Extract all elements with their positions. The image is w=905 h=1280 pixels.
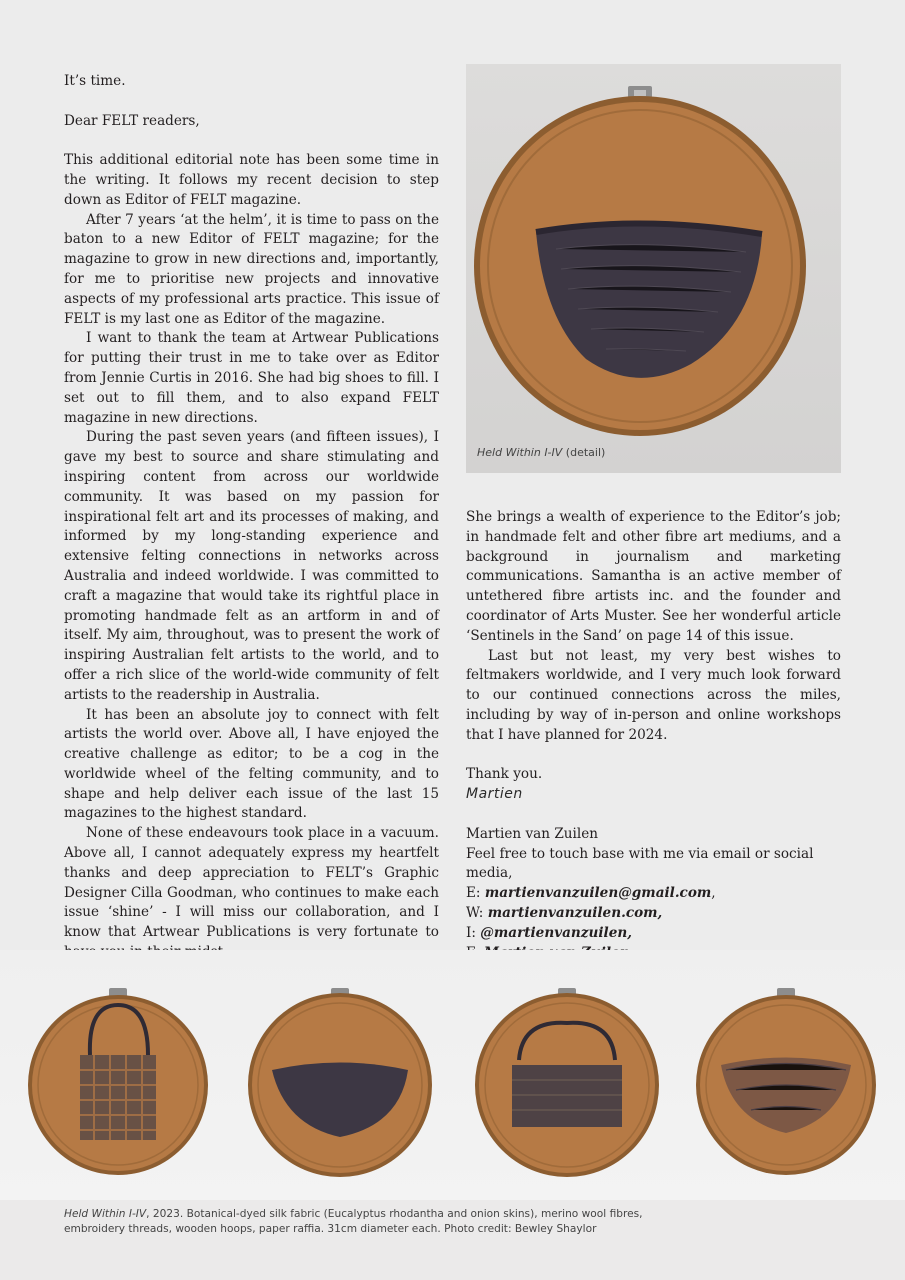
- hero-caption: [477, 446, 605, 459]
- hero-image: [466, 64, 841, 473]
- letter-right-column: [466, 508, 841, 963]
- contact-website: W: martienvanzuilen.com,: [466, 904, 663, 921]
- letter-paragraph: None of these endeavours took place in a vacuum. Above all, I cannot adequately express my heartfelt thanks and deep appreciation to FELT’s Graphic Designer Cilla Goodman, who continues to make each issue ‘shine’ - I will miss our collaboration, and I know that Artwear Publications is very fortunate to: [64, 825, 439, 941]
- letter-left-column: [64, 72, 439, 1042]
- letter-thanks: Thank you.: [466, 766, 543, 783]
- contact-instagram: I: @martienvanzuilen,: [466, 924, 632, 941]
- author-name: Martien van Zuilen: [466, 825, 599, 842]
- instagram-link[interactable]: @martienvanzuilen,: [480, 924, 632, 941]
- letter-closing-paragraph: Last but not least, my very best wishes to feltmakers worldwide, and I very much look forward to our continued connections across the miles, including by way of in-person and online workshops that I have planned for 2024.: [466, 647, 841, 743]
- letter-paragraph: During the past seven years (and fifteen issues), I gave my best to source and share stimulating and inspiring content from across our worldwide community. It was based on my passion for inspirational felt art and its processes of making, and informed by my long-standing experience and extensive felting connections in networks across Australia and indeed worldwide. I was committed to craft a magazine that would take its rightful place in promoting handmade felt as an artform in and of itself. My aim, throughout, was to present the work of inspiring Australian felt artists to the world, and to offer a rich slice of the world-wide community of felt artists to the readership in Australia.: [64, 429, 439, 703]
- website-link[interactable]: martienvanzuilen.com,: [487, 904, 663, 921]
- contact-email: E: martienvanzuilen@gmail.com,: [466, 885, 716, 902]
- email-link[interactable]: martienvanzuilen@gmail.com: [484, 885, 712, 902]
- letter-paragraph: This additional editorial note has been some time in the writing. It follows my recent decision to step down as Editor of FELT magazine.: [64, 152, 439, 208]
- bottom-caption: [64, 1207, 664, 1237]
- artwork-strip: [0, 950, 905, 1200]
- bottom-caption-title: Held Within I-IV: [64, 1208, 147, 1220]
- bottom-caption-text: , 2023. Botanical-dyed silk fabric (Eucalyptus rhodantha and onion skins), merino wool fibres, embroidery threads, wooden hoops, paper raffia. 31cm diameter each. Photo credit: Bewley Shaylor: [64, 1208, 643, 1235]
- signature: Martien: [466, 786, 523, 803]
- hero-caption-title: Held Within I-IV: [477, 446, 563, 459]
- letter-paragraph: It has been an absolute joy to connect with felt artists the world over. Above all, I have enjoyed the creative challenge as editor; to be a cog in the worldwide wheel of the felting community, and to shape and help deliver each issue of the last 15 magazines to the highest standard.: [64, 706, 439, 822]
- contact-intro: Feel free to touch base with me via email or social media,: [466, 845, 814, 882]
- hero-caption-note: (detail): [562, 446, 606, 459]
- letter-opening: It’s time.: [64, 73, 126, 89]
- letter-salutation: Dear FELT readers,: [64, 112, 200, 129]
- letter-continuation: She brings a wealth of experience to the Editor’s job; in handmade felt and other fibre art mediums, and a background in journalism and marketing communications. Samantha is an active member of untethered fibre artists inc. and the founder and coordinator of Arts Muster. See her wonderful article ‘Sentinels in the Sand’ on page 14 of this issue.: [466, 509, 841, 644]
- letter-paragraph: I want to thank the team at Artwear Publications for putting their trust in me to take over as Editor from Jennie Curtis in 2016. She had big shoes to fill. I set out to fill them, and to also expand FELT magazine in new directions.: [64, 330, 439, 426]
- embroidery-hoop-detail: [466, 64, 841, 473]
- four-hoops-image: [0, 950, 905, 1200]
- letter-paragraph: After 7 years ‘at the helm’, it is time to pass on the baton to a new Editor of FELT magazine; for the magazine to grow in new directions and, importantly, for me to prioritise new projects and innovative aspects of my professional arts practice. This issue of FELT is my last one as Editor of the magazine.: [64, 211, 439, 327]
